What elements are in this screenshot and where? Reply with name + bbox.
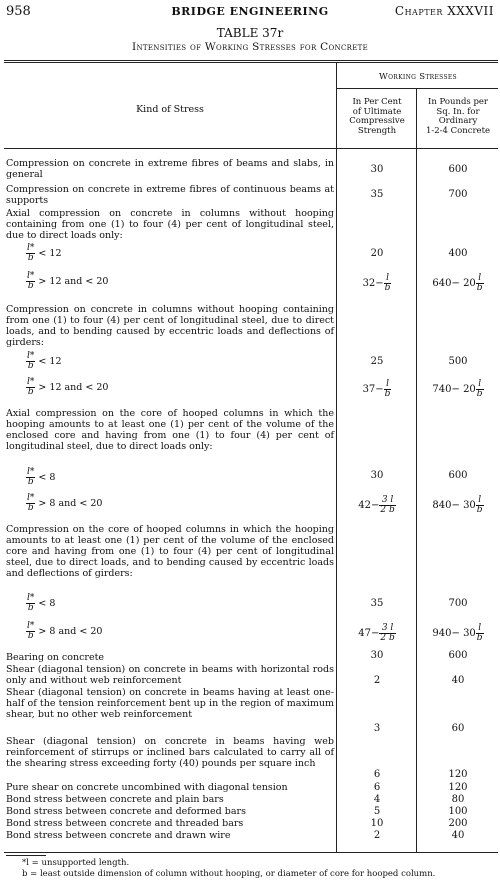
lb-value: 400: [448, 248, 468, 259]
pct-base: 32−: [362, 278, 384, 289]
stress-kind: Bond stress between concrete and threaded bars: [6, 818, 244, 829]
stress-kind: Bond stress between concrete and drawn wire: [6, 830, 231, 841]
lb-value: [418, 624, 498, 643]
lb-value: 600: [448, 650, 468, 661]
frac-den: b: [27, 281, 34, 291]
slenderness-condition: [6, 272, 334, 291]
pct-value: 2: [373, 830, 381, 841]
col-lb-line: In Pounds per: [427, 97, 488, 107]
frac-den: b: [27, 477, 34, 487]
group-rule: [336, 88, 498, 89]
frac-num: l: [476, 274, 484, 284]
pct-value: 25: [370, 356, 384, 367]
stress-table: [4, 60, 498, 852]
frac-num: l*: [27, 243, 35, 253]
stress-kind: Compression on concrete in extreme fibres of continuous beams at supports: [6, 184, 334, 206]
col-lb-header: [418, 98, 498, 136]
col-lb-line: Ordinary: [438, 116, 478, 126]
lb-value: 600: [448, 470, 468, 481]
frac-num: l: [476, 380, 484, 390]
slenderness-condition: [6, 594, 334, 613]
frac-num: l*: [27, 493, 35, 503]
pct-base: 37−: [362, 384, 384, 395]
table-top-rule-2: [4, 62, 498, 63]
col-divider-1: [336, 62, 337, 852]
frac-den: b: [476, 389, 483, 399]
frac-den: 2 b: [380, 633, 395, 643]
stress-kind: Compression on concrete in extreme fibres of beams and slabs, in general: [6, 158, 334, 180]
pct-value: [338, 624, 416, 643]
frac-den: b: [27, 387, 34, 397]
ratio-fraction: [26, 494, 35, 513]
lb-value: 120: [448, 769, 468, 780]
slenderness-condition: [6, 378, 334, 397]
pct-value: 20: [370, 248, 384, 259]
page-number: 958: [6, 4, 31, 19]
pct-base: 47−: [358, 628, 380, 639]
col-lb-line: 1-2-4 Concrete: [425, 125, 491, 136]
table-bottom-rule: [4, 852, 498, 853]
col-pct-line: Compressive: [349, 116, 405, 126]
pct-value: 5: [373, 806, 381, 817]
pct-fraction: [379, 496, 395, 515]
stress-kind: Axial compression on concrete in columns without hooping containing from one (1) to four (4) per cent of longitudinal steel, due to direct loads only:: [6, 208, 334, 241]
col-pct-line: In Per Cent: [352, 97, 402, 107]
condition-text: < 8: [38, 472, 56, 483]
stress-kind: Bond stress between concrete and plain bars: [6, 794, 224, 805]
lb-base: 640− 20: [432, 278, 476, 289]
footnote-rule: [6, 855, 46, 856]
lb-fraction: [476, 496, 484, 515]
condition-text: < 12: [38, 248, 62, 259]
lb-value: [418, 274, 498, 293]
col-pct-header: [338, 98, 416, 136]
pct-value: 30: [370, 164, 384, 175]
frac-den: b: [476, 283, 483, 293]
ratio-fraction: [26, 244, 35, 263]
lb-value: 40: [451, 675, 465, 686]
stress-kind: Shear (diagonal tension) on concrete in beams having web reinforcement of stirrups or inclined bars calculated to carry all of the shearing stress exceeding forty (40) pounds per square inch: [6, 736, 334, 769]
col-pct-line: Strength: [357, 125, 397, 136]
condition-text: > 8 and < 20: [38, 626, 103, 637]
slenderness-condition: [6, 352, 334, 371]
frac-num: 3 l: [379, 496, 395, 506]
slenderness-condition: [6, 468, 334, 487]
pct-fraction: [384, 380, 392, 399]
frac-den: b: [27, 253, 34, 263]
frac-den: b: [384, 389, 391, 399]
col-pct-line: of Ultimate: [352, 106, 402, 117]
frac-num: l: [384, 274, 392, 284]
lb-base: 940− 30: [432, 628, 476, 639]
lb-value: 600: [448, 164, 468, 175]
frac-den: b: [384, 283, 391, 293]
col-kind-header: Kind of Stress: [136, 104, 204, 115]
condition-text: > 12 and < 20: [38, 276, 109, 287]
frac-num: l: [384, 380, 392, 390]
frac-num: l*: [27, 351, 35, 361]
pct-value: 30: [370, 650, 384, 661]
lb-value: 100: [448, 806, 468, 817]
pct-base: 42−: [358, 500, 380, 511]
frac-den: b: [476, 505, 483, 515]
pct-value: [338, 274, 416, 293]
stress-kind: Compression on concrete in columns without hooping containing from one (1) to four (4) per cent of longitudinal steel, due to direct loads, and to bending caused by eccentric loads and deflections of girders:: [6, 304, 334, 348]
col-divider-2: [416, 88, 417, 852]
stress-kind: Bond stress between concrete and deformed bars: [6, 806, 246, 817]
table-top-rule: [4, 60, 498, 61]
ratio-fraction: [26, 594, 35, 613]
lb-fraction: [476, 274, 484, 293]
lb-value: 60: [451, 723, 465, 734]
slenderness-condition: [6, 622, 334, 641]
frac-den: b: [27, 361, 34, 371]
frac-num: l: [476, 496, 484, 506]
stress-kind: Shear (diagonal tension) on concrete in beams with horizontal rods only and without web reinforcement: [6, 664, 334, 686]
lb-value: 700: [448, 598, 468, 609]
footnote-l: *l = unsupported length.: [22, 858, 130, 868]
header-rule: [4, 148, 498, 149]
condition-text: > 12 and < 20: [38, 382, 109, 393]
pct-value: [338, 496, 416, 515]
ratio-fraction: [26, 622, 35, 641]
lb-base: 840− 30: [432, 500, 476, 511]
lb-value: 500: [448, 356, 468, 367]
ratio-fraction: [26, 272, 35, 291]
frac-num: 3 l: [379, 624, 395, 634]
pct-value: 6: [373, 769, 381, 780]
footnote-b: b = least outside dimension of column without hooping, or diameter of core for hooped column.: [22, 869, 436, 879]
pct-value: 2: [373, 675, 381, 686]
lb-value: [418, 496, 498, 515]
frac-num: l: [476, 624, 484, 634]
lb-value: [418, 380, 498, 399]
condition-text: < 12: [38, 356, 62, 367]
running-title: BRIDGE ENGINEERING: [171, 5, 329, 18]
frac-num: l*: [27, 377, 35, 387]
lb-value: 200: [448, 818, 468, 829]
pct-fraction: [384, 274, 392, 293]
ratio-fraction: [26, 352, 35, 371]
table-number: TABLE 37r: [216, 26, 284, 40]
lb-base: 740− 20: [432, 384, 476, 395]
stress-kind: Axial compression on the core of hooped columns in which the hooping amounts to at least one (1) per cent of the volume of the enclosed core and having from one (1) to four (4) per cent of longitudinal steel, due to direct loads only:: [6, 408, 334, 452]
pct-value: 30: [370, 470, 384, 481]
pct-fraction: [379, 624, 395, 643]
frac-num: l*: [27, 467, 35, 477]
pct-value: [338, 380, 416, 399]
pct-value: 6: [373, 782, 381, 793]
col-lb-line: Sq. In. for: [436, 106, 480, 117]
frac-num: l*: [27, 271, 35, 281]
lb-value: 40: [451, 830, 465, 841]
condition-text: < 8: [38, 598, 56, 609]
pct-value: 35: [370, 598, 384, 609]
frac-den: b: [476, 633, 483, 643]
table-title: Intensities of Working Stresses for Concrete: [132, 41, 368, 53]
stress-kind: Shear (diagonal tension) on concrete in beams having at least one-half of the tension reinforcement bent up in the region of maximum shear, but no other web reinforcement: [6, 687, 334, 720]
frac-den: 2 b: [380, 505, 395, 515]
stress-kind: Bearing on concrete: [6, 652, 105, 663]
condition-text: > 8 and < 20: [38, 498, 103, 509]
col-group-header: Working Stresses: [379, 72, 457, 82]
pct-value: 10: [370, 818, 384, 829]
lb-fraction: [476, 624, 484, 643]
ratio-fraction: [26, 468, 35, 487]
slenderness-condition: [6, 244, 334, 263]
stress-kind: Pure shear on concrete uncombined with diagonal tension: [6, 782, 288, 793]
running-header: [6, 4, 494, 20]
stress-kind: Compression on the core of hooped columns in which the hooping amounts to at least one (1) per cent of the volume of the enclosed core and having from one (1) to four (4) per cent of longitudinal steel, due to direct loads, and to bending caused by eccentric loads and deflections of girders:: [6, 524, 334, 579]
lb-value: 120: [448, 782, 468, 793]
pct-value: 3: [373, 723, 381, 734]
frac-num: l*: [27, 593, 35, 603]
ratio-fraction: [26, 378, 35, 397]
frac-den: b: [27, 631, 34, 641]
lb-value: 80: [451, 794, 465, 805]
slenderness-condition: [6, 494, 334, 513]
pct-value: 4: [373, 794, 381, 805]
chapter-label: Chapter XXXVII: [394, 4, 494, 18]
frac-num: l*: [27, 621, 35, 631]
pct-value: 35: [370, 189, 384, 200]
frac-den: b: [27, 603, 34, 613]
lb-value: 700: [448, 189, 468, 200]
lb-fraction: [476, 380, 484, 399]
frac-den: b: [27, 503, 34, 513]
